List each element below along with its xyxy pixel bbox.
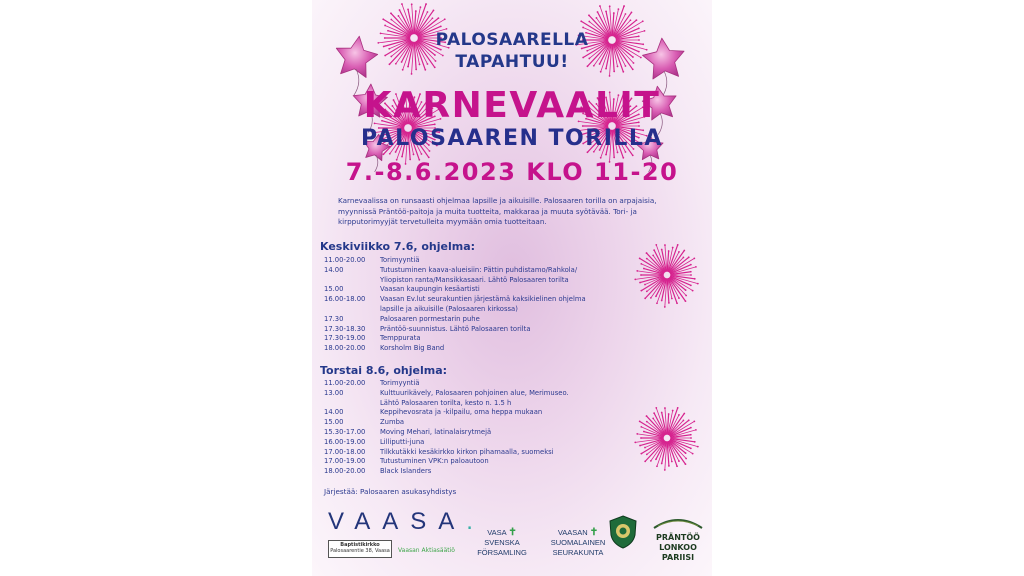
row-text: Präntöö-suunnistus. Lähtö Palosaaren torilta [380,324,531,333]
row-time: 15.00 [324,418,344,427]
intro-paragraph: Karnevaalissa on runsaasti ohjelmaa lapsille ja aikuisille. Palosaaren torilla on arpajaisia, myynnissä Präntöö-paitoja ja muita tuotteita, makkaraa ja muuta syötävää. Tori- ja kirpputorimyyjät tervetulleita myymään omia tuotteitaan. [338,196,657,226]
schedule-row [324,428,624,438]
schedule-row [324,325,624,335]
row-time: 17.30-19.00 [324,334,366,343]
row-time: 11.00-20.00 [324,256,366,264]
schedule-row [324,315,624,325]
schedule-row [324,379,624,389]
baptist-line-2: Palosaarentie 38, Vaasa [330,548,390,554]
schedule-row [324,467,624,477]
day2-heading: Torstai 8.6, ohjelma: [320,364,448,377]
schedule-row [324,334,624,344]
schedule-row [324,276,624,286]
row-time: 15.00 [324,285,344,294]
suom-line-3: SEURAKUNTA [552,548,604,557]
day1-schedule [324,256,624,354]
schedule-row [324,344,624,354]
row-time [324,305,380,315]
vaasa-logo-dot: . [466,508,485,535]
row-time: 16.00-18.00 [324,295,366,304]
row-text: Lähtö Palosaaren torilta, kesto n. 1.5 h [380,398,512,407]
row-time: 17.00-18.00 [324,447,366,456]
row-text: Moving Mehari, latinalaisrytmejä [380,427,492,436]
svenska-line-3: FÖRSAMLING [477,548,527,557]
schedule-row [324,438,624,448]
row-text: lapsille ja aikuisille (Palosaaren kirkossa) [380,304,518,313]
poster-subtitle: PALOSAAREN TORILLA [361,126,663,151]
row-text: Torimyyntiä [380,379,420,387]
day1-heading: Keskiviikko 7.6, ohjelma: [320,240,476,253]
day2-schedule [324,379,624,477]
row-text: Zumba [380,418,405,427]
row-text: Black Islanders [380,467,432,476]
header-line-2: TAPAHTUU! [455,52,569,72]
vaasan-suomalainen-seurakunta-logo [540,528,616,558]
suom-line-2: SUOMALAINEN [550,538,606,547]
suom-line-1: VAASAN [557,528,588,537]
row-time: 14.00 [324,408,344,417]
row-time: 17.30-18.30 [324,324,366,333]
row-text: Palosaaren pormestarin puhe [380,314,480,323]
row-text: Vaasan Ev.lut seurakuntien järjestämä kaksikielinen ohjelma [380,295,586,304]
prantoo-line-2: LONKOO [659,543,697,552]
row-text: Temppurata [380,334,421,343]
row-text: Tutustuminen kaava-alueisiin: Pättin puhdistamo/Rahkola/ [380,265,578,274]
baptist-church-logo [328,540,392,558]
schedule-row [324,285,624,295]
schedule-row [324,399,624,409]
row-time: 17.00-19.00 [324,457,366,466]
poster-date: 7.-8.6.2023 KLO 11-20 [345,158,679,186]
row-time [324,399,380,409]
firework-icon [634,407,698,471]
schedule-row [324,418,624,428]
crest-icon [608,515,638,549]
firework-icon [634,244,698,308]
row-text: Korsholm Big Band [380,344,445,353]
row-text: Yliopiston ranta/Mansikkasaari. Lähtö Palosaaren torilta [380,275,569,284]
row-text: Vaasan kaupungin kesäartisti [380,285,480,294]
organizer-note: Järjestää: Palosaaren asukasyhdistys [324,487,457,496]
vaasa-logo-text: VAASA [328,508,467,535]
schedule-row [324,457,624,467]
svenska-line-1: VASA [487,528,507,537]
row-time: 14.00 [324,265,344,274]
prantoo-logo [648,514,708,560]
row-text: Tilkkutäkki kesäkirkko kirkon pihamaalla, suomeksi [380,447,554,456]
row-text: Tutustuminen VPK:n paloautoon [380,457,489,466]
row-time [324,276,380,286]
row-time: 18.00-20.00 [324,344,366,353]
row-time: 18.00-20.00 [324,467,366,476]
baptist-line-1: Baptistikirkko [340,542,380,548]
row-time: 13.00 [324,388,344,397]
row-text: Kulttuurikävely, Palosaaren pohjoinen alue, Merimuseo. [380,388,569,397]
vasa-svenska-forsamling-logo [462,528,542,558]
header-line-1: PALOSAARELLA [435,30,589,50]
schedule-row [324,305,624,315]
poster-title: KARNEVAALIT [363,85,661,126]
schedule-row [324,266,624,276]
laurel-icon [648,514,708,530]
row-time: 17.30 [324,314,344,323]
prantoo-line-1: PRÄNTÖÖ [656,533,700,542]
aktia-foundation-logo: Vaasan Aktiasäätiö [398,547,455,554]
schedule-row [324,295,624,305]
row-text: Keppihevosrata ja -kilpailu, oma heppa mukaan [380,408,543,417]
cross-icon: ✝ [508,527,517,538]
prantoo-line-3: PARIISI [661,553,695,562]
row-text: Torimyyntiä [380,256,420,264]
row-time: 16.00-19.00 [324,437,366,446]
row-time: 15.30-17.00 [324,427,366,436]
schedule-row [324,408,624,418]
schedule-row [324,256,624,266]
cross-icon: ✝ [589,527,599,538]
svenska-line-2: SVENSKA [484,538,520,547]
row-time: 11.00-20.00 [324,379,366,387]
schedule-row [324,448,624,458]
row-text: Lilliputti-juna [380,437,425,446]
schedule-row [324,389,624,399]
event-poster [312,0,712,576]
